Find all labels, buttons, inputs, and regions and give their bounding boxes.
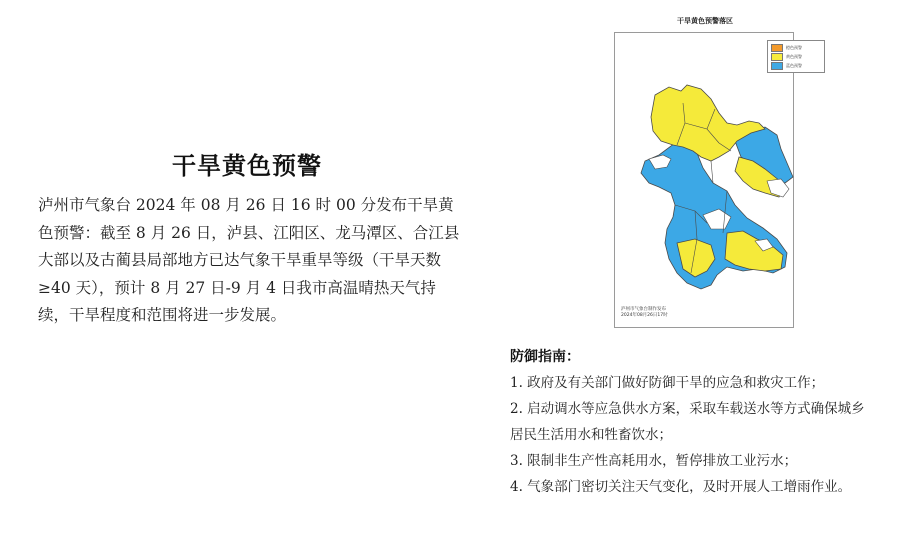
guidance-item: 1. 政府及有关部门做好防御干旱的应急和救灾工作； <box>510 375 825 391</box>
warning-body <box>38 192 500 330</box>
guidance-list <box>510 370 922 500</box>
warning-body-line: 续，干旱程度和范围将进一步发展。 <box>38 306 287 324</box>
guidance-item: 居民生活用水和牲畜饮水； <box>510 427 672 443</box>
guidance-item: 4. 气象部门密切关注天气变化，及时开展人工增雨作业。 <box>510 479 852 495</box>
legend-label: 黄色预警 <box>786 53 802 59</box>
legend-item-blue <box>771 61 821 70</box>
guidance-title: 防御指南： <box>510 349 580 365</box>
warning-body-line: 色预警：截至 8 月 26 日，泸县、江阳区、龙马潭区、合江县 <box>38 223 460 242</box>
legend-swatch-yellow <box>771 53 783 61</box>
legend-item-orange <box>771 43 821 52</box>
map-regions <box>615 33 795 329</box>
map-title: 干旱黄色预警落区 <box>677 17 733 25</box>
map-credit-line: 2024年08月26日17时 <box>621 313 668 318</box>
legend-swatch-blue <box>771 62 783 70</box>
warning-body-line: ≥40 天），预计 8 月 27 日-9 月 4 日我市高温晴热天气持 <box>38 278 436 297</box>
warning-body-line: 泸州市气象台 2024 年 08 月 26 日 16 时 00 分发布干旱黄 <box>38 196 454 214</box>
legend-swatch-orange <box>771 44 783 52</box>
legend-item-yellow <box>771 52 821 61</box>
map-legend <box>767 40 825 73</box>
legend-label: 橙色预警 <box>786 44 802 50</box>
warning-body-line: 大部以及古蔺县局部地方已达气象干旱重旱等级（干旱天数 <box>38 251 442 269</box>
warning-title: 干旱黄色预警 <box>172 152 322 180</box>
map-credit <box>621 307 668 319</box>
guidance-item: 3. 限制非生产性高耗用水，暂停排放工业污水； <box>510 453 798 469</box>
drought-warning-map <box>614 17 802 328</box>
guidance-item: 2. 启动调水等应急供水方案，采取车载送水等方式确保城乡 <box>510 401 865 417</box>
legend-label: 蓝色预警 <box>786 62 802 68</box>
map-credit-line: 泸州市气象台制作发布 <box>621 307 666 312</box>
